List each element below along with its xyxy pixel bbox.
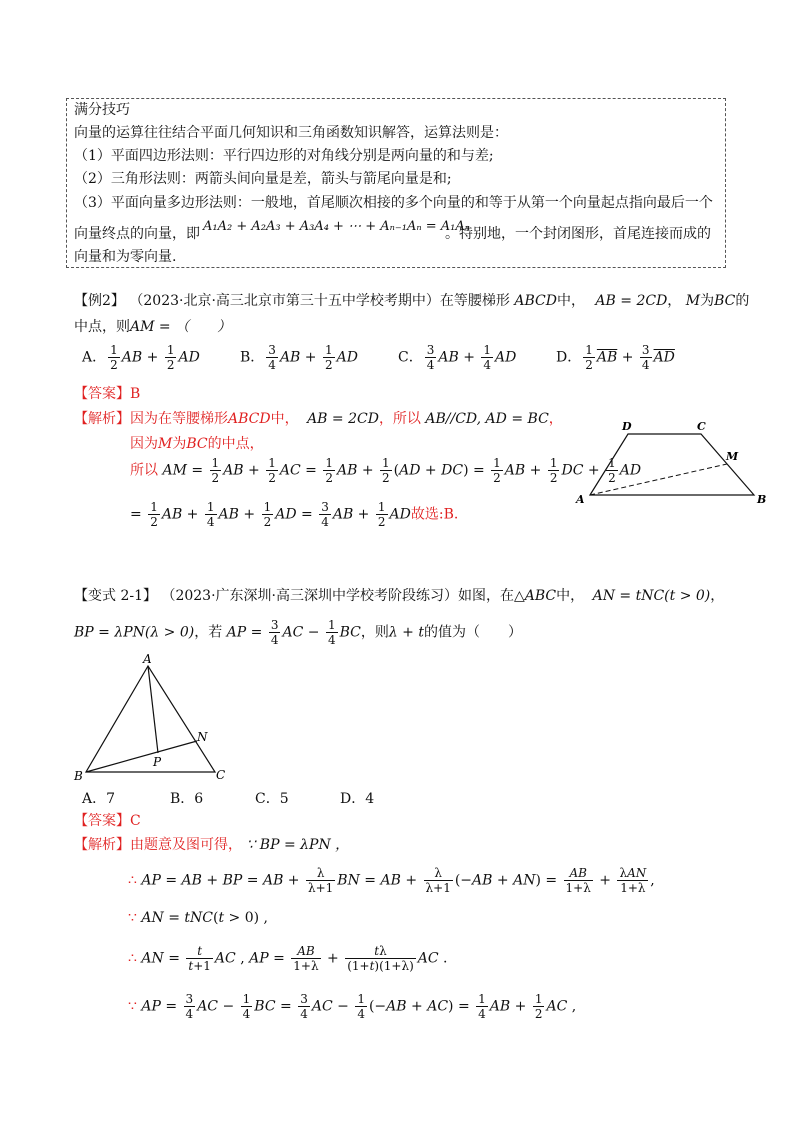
variant-analysis-line2: ∴ AP = AB + BP = AB + $\frac{\lambda}{\lambda+1}$ BN = AB + $\frac{\lambda}{\lambda+1}$ (−AB + AN) = $\frac{AB}{1+\lambda}$ + $\frac{\text{λAN}}{1+\lambda}$ , <box>128 866 655 895</box>
variant-option-b[interactable]: B．6 <box>170 791 204 807</box>
example2-option-b[interactable]: B． $\frac{3}{4}$ AB + $\frac{1}{2}$ AD <box>240 343 358 372</box>
tri-label-a: A <box>143 652 152 666</box>
triangle-figure <box>70 652 240 784</box>
variant-analysis-line3: ∵ AN = tNC(t > 0) , <box>128 910 268 926</box>
example2-option-c[interactable]: C． $\frac{3}{4}$ AB + $\frac{1}{4}$ AD <box>398 343 517 372</box>
label-b: B <box>757 493 767 506</box>
variant-analysis-line1: 【解析】由题意及图可得， ∵ BP = λPN ， <box>74 837 350 853</box>
variant-option-c[interactable]: C．5 <box>255 791 289 807</box>
tri-label-p: P <box>153 755 162 769</box>
trapezoid-figure <box>570 418 770 513</box>
example2-analysis-line1: 【解析】因为在等腰梯形ABCD中， AB = 2CD，所以 AB//CD, AD = BC， <box>74 411 563 427</box>
tips-line-6: 向量和为零向量. <box>74 249 177 265</box>
tips-line-5b: 。特别地，一个封闭图形，首尾连接而成的 <box>445 226 711 242</box>
variant-option-d[interactable]: D．4 <box>340 791 375 807</box>
variant-analysis-line5: ∵ AP = $\frac{3}{4}$ AC − $\frac{1}{4}$ BC = $\frac{3}{4}$ AC − $\frac{1}{4}$ (−AB + AC) = $\frac{1}{4}$ AB + $\frac{1}{2}$ AC , <box>128 992 577 1021</box>
example2-tag: 【例2】 <box>74 293 125 309</box>
variant-question-line2: BP = λPN(λ > 0)，若 AP = $\frac{3}{4}$ AC − $\frac{1}{4}$ BC，则λ + t的值为（ ） <box>74 618 522 647</box>
example2-option-a[interactable]: A． $\frac{1}{2}$ AB + $\frac{1}{2}$ AD <box>82 343 200 372</box>
tips-line-3: （2）三角形法则：两箭头间向量是差，箭头与箭尾向量是和; <box>74 171 452 187</box>
variant-tag: 【变式 2-1】 <box>74 588 157 604</box>
example2-question-line1: 【例2】 （2023·北京·高三北京市第三十五中学校考期中）在等腰梯形 ABCD中， AB = 2CD， M为BC的 <box>74 293 750 309</box>
example2-analysis-line4: = $\frac{1}{2}$ AB + $\frac{1}{4}$ AB + $\frac{1}{2}$ AD = $\frac{3}{4}$ AB + $\frac{1}{2}$ AD故选:B. <box>130 500 459 529</box>
tri-label-c: C <box>216 768 226 782</box>
variant-option-a[interactable]: A．7 <box>82 791 116 807</box>
example2-answer: 【答案】B <box>74 386 141 402</box>
label-d: D <box>622 420 632 433</box>
example2-question-line2: 中点，则AM = （ ） <box>74 319 232 335</box>
variant-answer: 【答案】C <box>74 813 141 829</box>
label-c: C <box>697 420 706 433</box>
tips-line-4: （3）平面向量多边形法则：一般地，首尾顺次相接的多个向量的和等于从第一个向量起点指向最后一个 <box>74 195 713 211</box>
example2-analysis-line2: 因为M为BC的中点， <box>130 436 264 452</box>
tips-line-1: 向量的运算往往结合平面几何知识和三角函数知识解答，运算法则是： <box>74 125 508 141</box>
example2-source: （2023·北京·高三北京市第三十五中学校考期中）在等腰梯形 <box>129 293 510 309</box>
example2-option-d[interactable]: D． $\frac{1}{2}$ $\overline{AB}$ + $\frac{3}{4}$ $\overline{AD}$ <box>556 343 675 372</box>
variant-question-line1: 【变式 2-1】 （2023·广东深圳·高三深圳中学校考阶段练习）如图，在△ABC中， AN = tNC(t > 0)， <box>74 588 725 604</box>
tri-label-b: B <box>74 769 83 783</box>
example2-analysis-line3: 所以 AM = $\frac{1}{2}$ AB + $\frac{1}{2}$ AC = $\frac{1}{2}$ AB + $\frac{1}{2}$ (AD + DC) = $\frac{1}{2}$ AB + $\frac{1}{2}$ DC + $\frac{1}{2}$ AD <box>130 456 642 485</box>
polygon-rule-formula: A₁A₂ + A₂A₃ + A₃A₄ + ⋯ + Aₙ₋₁Aₙ = A₁Aₙ <box>203 219 471 234</box>
label-a: A <box>576 493 585 506</box>
tips-title: 满分技巧 <box>74 102 130 118</box>
tips-line-5a: 向量终点的向量，即 <box>74 226 200 242</box>
variant-analysis-line4: ∴ AN = $\frac{t}{t+1}$ AC , AP = $\frac{AB}{1+\lambda}$ + $\frac{t\lambda}{(1+t)(1+\lambda)}$ AC . <box>128 944 448 973</box>
label-m: M <box>726 450 739 463</box>
tri-label-n: N <box>197 730 208 744</box>
tips-line-2: （1）平面四边形法则：平行四边形的对角线分别是两向量的和与差; <box>74 148 494 164</box>
